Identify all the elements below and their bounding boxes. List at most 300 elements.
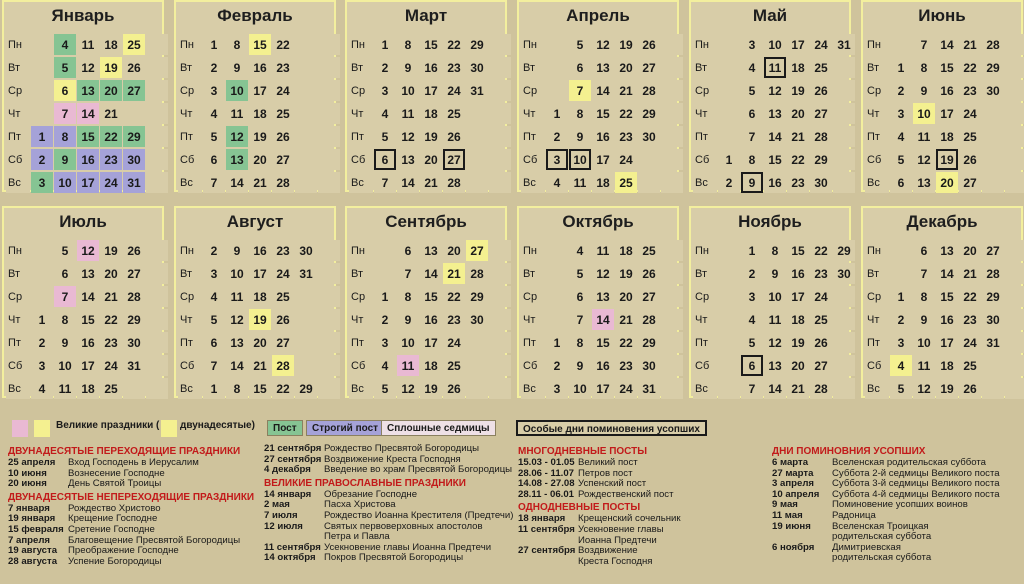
item-date: 27 сентября (264, 453, 322, 465)
weekday-label: Вс (865, 378, 889, 399)
day-cell: 24 (615, 149, 637, 170)
day-cell: 31 (466, 80, 488, 101)
day-cell: 19 (100, 240, 122, 261)
day-cell: 20 (100, 263, 122, 284)
item-date: 11 мая (772, 509, 803, 521)
day-cell: 31 (123, 355, 145, 376)
empty-cell (1005, 309, 1024, 330)
day-cell: 30 (982, 80, 1004, 101)
weekday-label: Пн (521, 34, 545, 55)
day-cell: 13 (936, 240, 958, 261)
weekday-label: Чт (178, 103, 202, 124)
empty-cell (1005, 332, 1024, 353)
weekday-label: Чт (6, 309, 30, 330)
item-date: 14 января (264, 488, 312, 500)
day-cell: 7 (741, 378, 763, 399)
weekday-label: Пт (6, 126, 30, 147)
empty-cell (318, 103, 340, 124)
month-title: Декабрь (906, 212, 978, 231)
empty-cell (318, 57, 340, 78)
item-date (518, 557, 578, 568)
day-cell: 17 (936, 103, 958, 124)
day-cell: 15 (936, 286, 958, 307)
day-cell: 8 (397, 34, 419, 55)
day-cell: 27 (123, 80, 145, 101)
day-cell: 12 (913, 378, 935, 399)
month-grid (178, 34, 340, 193)
empty-cell (146, 149, 168, 170)
empty-cell (31, 240, 53, 261)
item-text: Суббота 2-й седмицы Великого поста (832, 467, 1000, 479)
item-text: Крещенский сочельник (578, 513, 681, 525)
empty-cell (1005, 149, 1024, 170)
day-cell: 22 (787, 149, 809, 170)
day-cell: 8 (569, 103, 591, 124)
day-cell: 27 (982, 240, 1004, 261)
empty-cell (466, 332, 488, 353)
day-cell: 8 (397, 286, 419, 307)
section-heading: ДВУНАДЕСЯТЫЕ НЕПЕРЕХОДЯЩИЕ ПРАЗДНИКИ (8, 491, 255, 503)
day-cell: 5 (741, 332, 763, 353)
empty-cell (374, 240, 396, 261)
item-text: Вселенская родительская суббота (832, 457, 987, 468)
empty-cell (546, 309, 568, 330)
month-4 (517, 0, 679, 192)
day-cell: 29 (466, 34, 488, 55)
month-3 (345, 0, 507, 192)
day-cell: 31 (295, 263, 317, 284)
weekday-label: Пн (6, 240, 30, 261)
empty-cell (546, 286, 568, 307)
day-cell: 8 (569, 332, 591, 353)
day-cell: 7 (913, 34, 935, 55)
empty-cell (890, 263, 912, 284)
day-cell: 6 (741, 103, 763, 124)
empty-cell (489, 172, 511, 193)
empty-cell (146, 355, 168, 376)
day-cell: 6 (374, 149, 396, 170)
day-cell: 3 (203, 80, 225, 101)
empty-cell (833, 172, 855, 193)
item-date: 3 апреля (772, 478, 815, 490)
empty-cell (718, 240, 740, 261)
day-cell: 19 (420, 378, 442, 399)
day-cell: 30 (123, 332, 145, 353)
empty-cell (661, 126, 683, 147)
day-cell: 2 (890, 80, 912, 101)
day-cell: 24 (272, 80, 294, 101)
weekday-label: Чт (521, 103, 545, 124)
weekday-label: Вт (865, 263, 889, 284)
day-cell: 11 (226, 286, 248, 307)
day-cell: 23 (810, 263, 832, 284)
month-title: Июль (59, 212, 107, 231)
day-cell: 2 (890, 309, 912, 330)
day-cell: 24 (272, 263, 294, 284)
weekday-label: Пн (865, 240, 889, 261)
day-cell: 1 (890, 286, 912, 307)
month-5 (689, 0, 851, 192)
empty-cell (295, 332, 317, 353)
day-cell: 10 (913, 332, 935, 353)
empty-cell (123, 103, 145, 124)
day-cell: 30 (466, 309, 488, 330)
item-date: 28.11 - 06.01 (518, 488, 575, 500)
day-cell: 20 (787, 355, 809, 376)
day-cell: 10 (226, 263, 248, 284)
day-cell: 27 (959, 172, 981, 193)
day-cell: 17 (592, 149, 614, 170)
day-cell: 25 (638, 240, 660, 261)
day-cell: 9 (913, 309, 935, 330)
day-cell: 11 (764, 57, 786, 78)
item-date: 19 января (8, 513, 56, 525)
weekday-label: Пн (6, 34, 30, 55)
empty-cell (1005, 126, 1024, 147)
empty-cell (318, 80, 340, 101)
day-cell: 7 (569, 309, 591, 330)
day-cell: 2 (203, 240, 225, 261)
day-cell: 3 (203, 263, 225, 284)
weekday-label: Ср (349, 80, 373, 101)
day-cell: 11 (397, 103, 419, 124)
day-cell: 7 (54, 286, 76, 307)
day-cell: 13 (764, 103, 786, 124)
list-item (772, 458, 1000, 469)
legend-swatch-yellow2 (161, 420, 177, 437)
day-cell: 14 (77, 103, 99, 124)
weekday-label: Вс (865, 172, 889, 193)
day-cell: 7 (397, 263, 419, 284)
empty-cell (489, 355, 511, 376)
day-cell: 10 (764, 286, 786, 307)
empty-cell (661, 240, 683, 261)
month-10 (517, 206, 679, 398)
day-cell: 18 (100, 34, 122, 55)
empty-cell (466, 103, 488, 124)
day-cell: 15 (77, 126, 99, 147)
empty-cell (374, 263, 396, 284)
day-cell: 23 (443, 309, 465, 330)
legend-special-days: Особые дни поминовения усопших (516, 420, 707, 436)
empty-cell (718, 103, 740, 124)
empty-cell (661, 378, 683, 399)
day-cell: 22 (615, 103, 637, 124)
day-cell: 17 (77, 355, 99, 376)
day-cell: 28 (272, 172, 294, 193)
empty-cell (982, 355, 1004, 376)
day-cell: 11 (764, 309, 786, 330)
empty-cell (31, 103, 53, 124)
item-text: Обрезание Господне (324, 488, 418, 500)
day-cell: 21 (787, 378, 809, 399)
day-cell: 16 (77, 332, 99, 353)
item-date: 14.08 - 27.08 (518, 478, 575, 490)
day-cell: 18 (249, 286, 271, 307)
day-cell: 30 (638, 355, 660, 376)
empty-cell (146, 378, 168, 399)
day-cell: 15 (764, 149, 786, 170)
month-title: Январь (51, 6, 115, 25)
weekday-label: Вс (349, 378, 373, 399)
weekday-label: Вс (178, 378, 202, 399)
weekday-label: Ср (521, 80, 545, 101)
day-cell: 1 (203, 378, 225, 399)
day-cell: 4 (31, 378, 53, 399)
empty-cell (295, 309, 317, 330)
day-cell: 15 (592, 103, 614, 124)
month-title: Апрель (566, 6, 630, 25)
day-cell: 9 (569, 355, 591, 376)
empty-cell (1005, 240, 1024, 261)
list-item (518, 458, 681, 469)
day-cell: 20 (420, 149, 442, 170)
day-cell: 17 (77, 172, 99, 193)
empty-cell (489, 34, 511, 55)
day-cell: 12 (226, 309, 248, 330)
day-cell: 29 (123, 126, 145, 147)
month-8 (174, 206, 336, 398)
day-cell: 1 (203, 34, 225, 55)
weekday-label: Пн (865, 34, 889, 55)
item-text: Покров Пресвятой Богородицы (324, 552, 464, 564)
month-title: Октябрь (562, 212, 634, 231)
day-cell: 9 (741, 172, 763, 193)
day-cell: 22 (272, 378, 294, 399)
item-date: 14 октября (264, 552, 316, 564)
day-cell: 11 (54, 378, 76, 399)
weekday-label: Пт (693, 332, 717, 353)
month-title: Ноябрь (738, 212, 802, 231)
empty-cell (833, 309, 855, 330)
weekday-label: Пт (865, 332, 889, 353)
legend-swatch-yellow (34, 420, 50, 437)
day-cell: 26 (272, 309, 294, 330)
empty-cell (546, 34, 568, 55)
empty-cell (489, 263, 511, 284)
day-cell: 21 (615, 80, 637, 101)
day-cell: 20 (936, 172, 958, 193)
day-cell: 18 (592, 172, 614, 193)
day-cell: 26 (638, 263, 660, 284)
weekday-label: Чт (865, 103, 889, 124)
empty-cell (146, 34, 168, 55)
month-grid (865, 34, 1024, 193)
month-title: Сентябрь (385, 212, 467, 231)
empty-cell (1005, 263, 1024, 284)
weekday-label: Сб (693, 355, 717, 376)
weekday-label: Чт (865, 309, 889, 330)
day-cell: 6 (397, 240, 419, 261)
weekday-label: Ср (178, 286, 202, 307)
empty-cell (1005, 80, 1024, 101)
day-cell: 20 (787, 103, 809, 124)
item-text: Димитриевская (832, 541, 901, 553)
day-cell: 16 (249, 57, 271, 78)
empty-cell (718, 355, 740, 376)
weekday-label: Чт (178, 309, 202, 330)
empty-cell (318, 309, 340, 330)
info-column-1 (8, 444, 254, 567)
day-cell: 31 (638, 378, 660, 399)
item-text: Сретение Господне (68, 523, 155, 535)
day-cell: 21 (249, 172, 271, 193)
empty-cell (718, 286, 740, 307)
day-cell: 27 (272, 332, 294, 353)
list-item (8, 458, 254, 469)
item-date: 15 февраля (8, 523, 64, 535)
empty-cell (146, 80, 168, 101)
empty-cell (1005, 57, 1024, 78)
empty-cell (638, 172, 660, 193)
day-cell: 28 (638, 309, 660, 330)
empty-cell (318, 126, 340, 147)
item-text: Рождество Христово (68, 502, 161, 514)
day-cell: 15 (936, 57, 958, 78)
day-cell: 4 (203, 103, 225, 124)
day-cell: 23 (100, 149, 122, 170)
day-cell: 26 (959, 378, 981, 399)
empty-cell (31, 263, 53, 284)
day-cell: 10 (764, 34, 786, 55)
item-text: родительская суббота (832, 531, 932, 543)
weekday-label: Вт (521, 57, 545, 78)
empty-cell (718, 263, 740, 284)
item-text: Радоница (832, 509, 876, 521)
day-cell: 20 (615, 57, 637, 78)
day-cell: 8 (913, 286, 935, 307)
empty-cell (718, 34, 740, 55)
weekday-label: Пт (178, 332, 202, 353)
day-cell: 17 (936, 332, 958, 353)
list-item (264, 553, 513, 564)
empty-cell (295, 172, 317, 193)
item-text: Успение Богородицы (68, 555, 162, 567)
info-column-4 (772, 444, 1000, 564)
weekday-label: Пн (693, 34, 717, 55)
month-1 (2, 0, 164, 192)
month-7 (2, 206, 164, 398)
day-cell: 23 (100, 332, 122, 353)
day-cell: 4 (203, 286, 225, 307)
day-cell: 25 (443, 103, 465, 124)
weekday-label: Вс (6, 378, 30, 399)
weekday-label: Вс (521, 172, 545, 193)
day-cell: 11 (569, 172, 591, 193)
day-cell: 8 (741, 149, 763, 170)
weekday-label: Ср (865, 286, 889, 307)
weekday-label: Вт (349, 263, 373, 284)
empty-cell (318, 34, 340, 55)
day-cell: 14 (592, 309, 614, 330)
day-cell: 10 (397, 332, 419, 353)
weekday-label: Пн (178, 34, 202, 55)
weekday-label: Ср (693, 80, 717, 101)
day-cell: 18 (936, 355, 958, 376)
empty-cell (489, 126, 511, 147)
day-cell: 16 (936, 309, 958, 330)
list-item (772, 511, 1000, 522)
day-cell: 15 (420, 286, 442, 307)
month-grid (6, 240, 168, 399)
weekday-label: Вт (178, 263, 202, 284)
day-cell: 26 (272, 126, 294, 147)
day-cell: 2 (718, 172, 740, 193)
day-cell: 6 (741, 355, 763, 376)
day-cell: 25 (959, 355, 981, 376)
day-cell: 26 (443, 378, 465, 399)
day-cell: 16 (592, 355, 614, 376)
item-date: 28.06 - 11.07 (518, 467, 575, 479)
day-cell: 20 (443, 240, 465, 261)
weekday-label: Ср (865, 80, 889, 101)
day-cell: 16 (764, 172, 786, 193)
month-title: Май (752, 6, 788, 25)
day-cell: 4 (546, 172, 568, 193)
day-cell: 1 (741, 240, 763, 261)
day-cell: 21 (249, 355, 271, 376)
day-cell: 25 (272, 286, 294, 307)
item-date: 18 января (518, 513, 566, 525)
day-cell: 27 (810, 355, 832, 376)
day-cell: 2 (741, 263, 763, 284)
day-cell: 28 (466, 263, 488, 284)
item-date: 12 июля (264, 520, 303, 532)
day-cell: 5 (203, 309, 225, 330)
day-cell: 24 (810, 34, 832, 55)
day-cell: 10 (913, 103, 935, 124)
day-cell: 11 (913, 126, 935, 147)
item-date: 15.03 - 01.05 (518, 457, 575, 468)
day-cell: 12 (397, 126, 419, 147)
day-cell: 4 (374, 103, 396, 124)
month-grid (693, 34, 855, 193)
day-cell: 16 (592, 126, 614, 147)
day-cell: 20 (249, 332, 271, 353)
empty-cell (146, 309, 168, 330)
day-cell: 29 (295, 378, 317, 399)
item-date: 10 апреля (772, 488, 820, 500)
empty-cell (718, 332, 740, 353)
empty-cell (466, 355, 488, 376)
day-cell: 21 (959, 34, 981, 55)
day-cell: 10 (54, 355, 76, 376)
item-text: Святых первоверховных апостолов (324, 520, 483, 532)
day-cell: 22 (615, 332, 637, 353)
month-12 (861, 206, 1023, 398)
day-cell: 3 (546, 378, 568, 399)
empty-cell (295, 80, 317, 101)
empty-cell (1005, 103, 1024, 124)
item-text: Успенский пост (578, 478, 647, 490)
weekday-label: Сб (6, 355, 30, 376)
day-cell: 29 (982, 57, 1004, 78)
day-cell: 23 (959, 309, 981, 330)
day-cell: 19 (420, 126, 442, 147)
day-cell: 23 (787, 172, 809, 193)
item-text: Вознесение Господне (68, 467, 165, 479)
weekday-label: Вт (521, 263, 545, 284)
day-cell: 14 (397, 172, 419, 193)
day-cell: 28 (982, 263, 1004, 284)
item-date: 11 сентября (518, 523, 575, 535)
day-cell: 1 (718, 149, 740, 170)
empty-cell (146, 103, 168, 124)
empty-cell (295, 57, 317, 78)
day-cell: 12 (77, 240, 99, 261)
weekday-label: Пт (521, 126, 545, 147)
empty-cell (489, 80, 511, 101)
